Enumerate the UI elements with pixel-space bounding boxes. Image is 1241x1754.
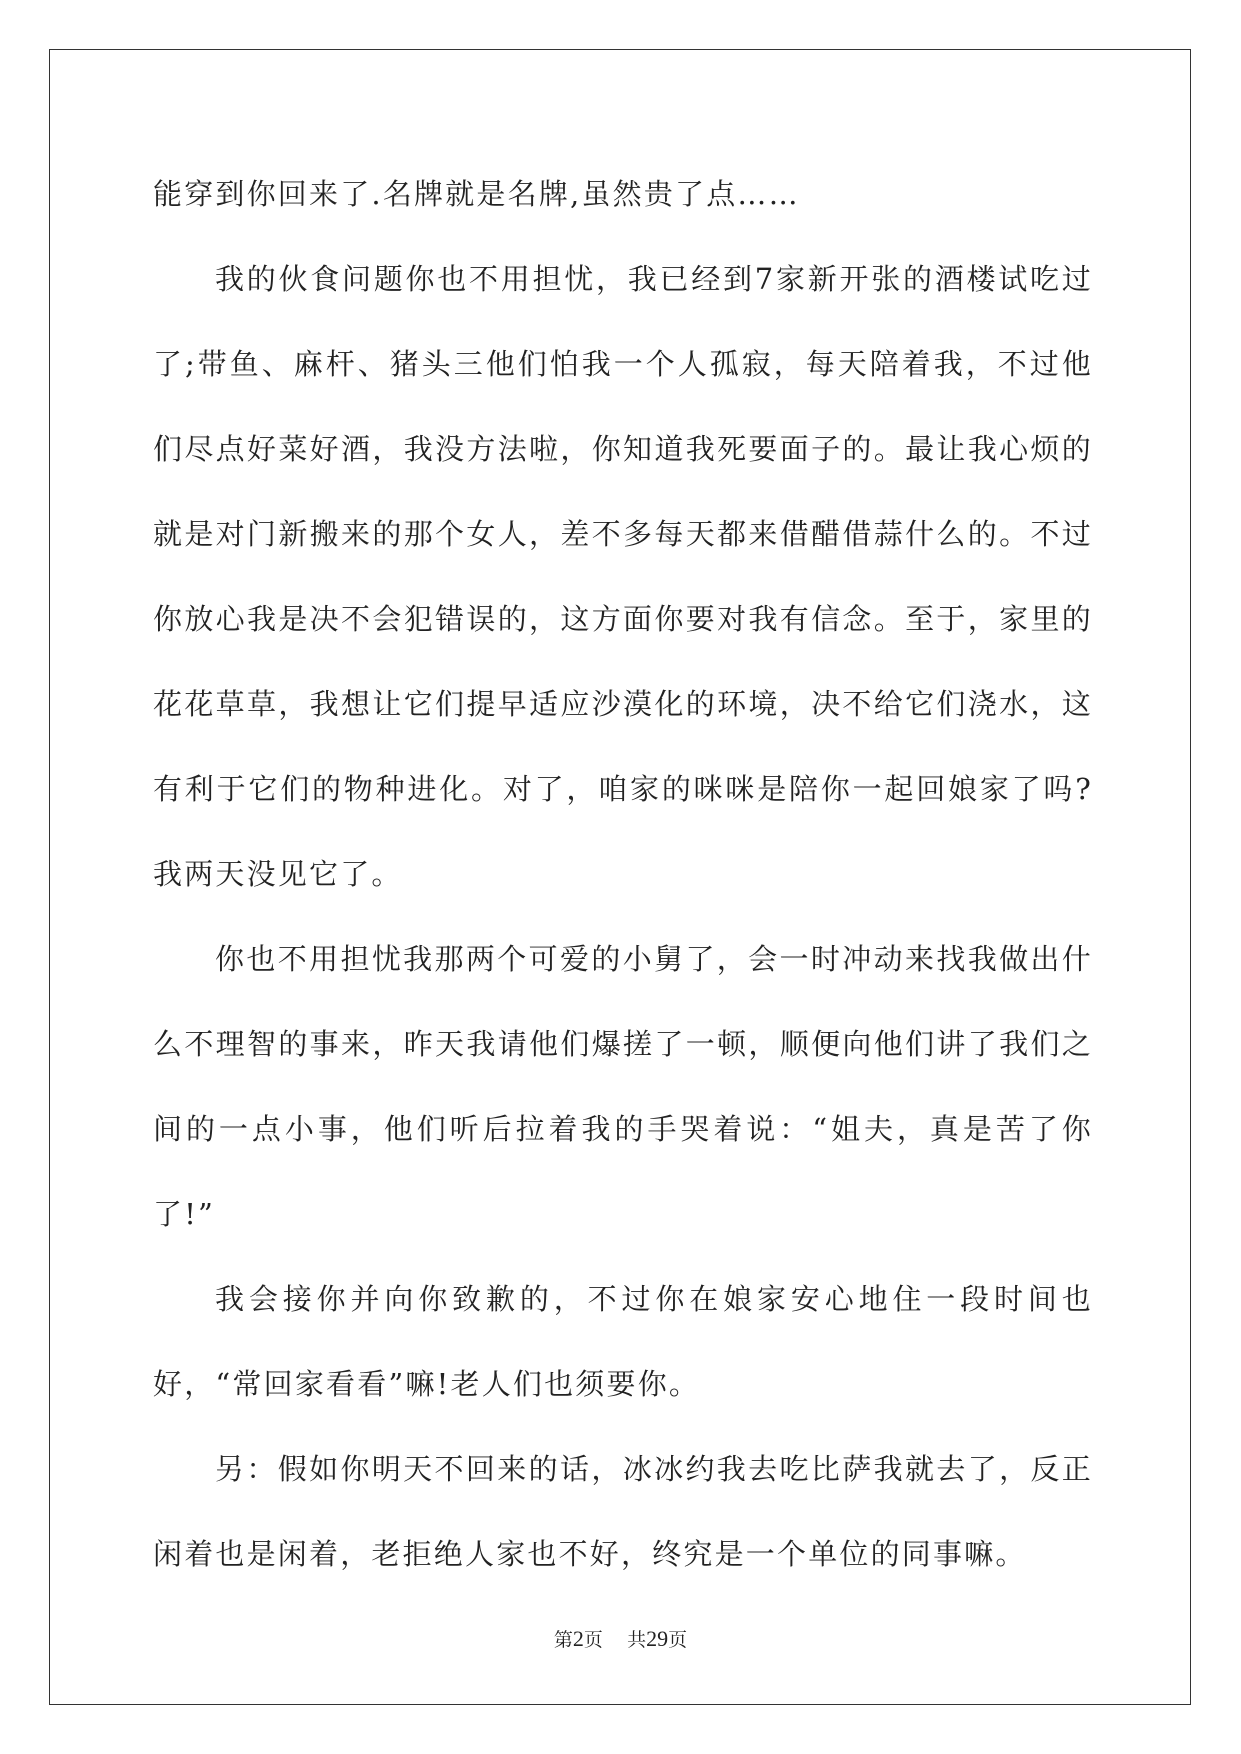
footer-prefix: 第 [553, 1629, 573, 1651]
paragraph: 我会接你并向你致歉的，不过你在娘家安心地住一段时间也好，“常回家看看”嘛!老人们也须要你。 [153, 1282, 1093, 1401]
paragraph: 我的伙食问题你也不用担忧，我已经到7家新开张的酒楼试吃过了;带鱼、麻杆、猪头三他们怕我一个人孤寂，每天陪着我，不过他们尽点好菜好酒，我没方法啦，你知道我死要面子的。最让我心烦的就是对门新搬来的那个女人，差不多每天都来借醋借蒜什么的。不过你放心我是决不会犯错误的，这方面你要对我有信念。至于，家里的花花草草，我想让它们提早适应沙漠化的环境，决不给它们浇水，这有利于它们的物种进化。对了，咱家的咪咪是陪你一起回娘家了吗?我两天没见它了。 [153, 262, 1093, 891]
paragraph: 你也不用担忧我那两个可爱的小舅了，会一时冲动来找我做出什么不理智的事来，昨天我请他们爆搓了一顿，顺便向他们讲了我们之间的一点小事，他们听后拉着我的手哭着说：“姐夫，真是苦了你了!” [153, 942, 1093, 1231]
footer-total-unit: 页 [668, 1629, 688, 1651]
paragraph: 另：假如你明天不回来的话，冰冰约我去吃比萨我就去了，反正闲着也是闲着，老拒绝人家也不好，终究是一个单位的同事嘛。 [153, 1452, 1093, 1571]
current-page-number: 2 [572, 1626, 584, 1651]
paragraph: 能穿到你回来了.名牌就是名牌,虽然贵了点…… [153, 177, 800, 211]
footer-page-unit: 页 [583, 1629, 603, 1651]
page-footer [0, 1625, 1241, 1652]
document-body [153, 152, 1093, 1597]
total-pages-number: 29 [646, 1626, 669, 1651]
footer-total-prefix: 共 [627, 1629, 647, 1651]
